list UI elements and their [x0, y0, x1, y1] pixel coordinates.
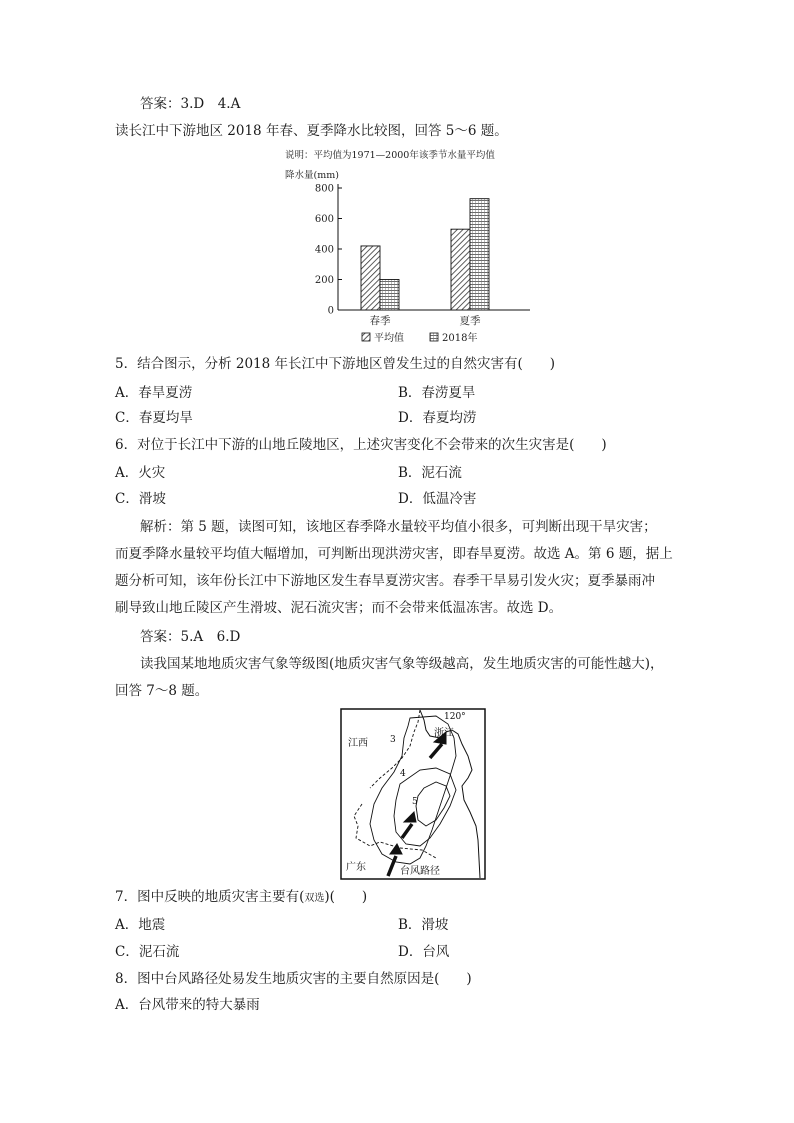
q8-option-a[interactable]: A．台风带来的特大暴雨 [115, 997, 260, 1013]
q5-option-c[interactable]: C．春夏均旱 [115, 410, 193, 426]
bar-春季-2018年 [380, 280, 399, 311]
bar-春季-平均值 [361, 246, 380, 310]
x-tick-label-夏季: 夏季 [459, 315, 481, 327]
q7-tag: 双选 [304, 893, 325, 904]
q7-option-d[interactable]: D．台风 [398, 944, 450, 960]
chart-ylabel: 降水量(mm) [285, 170, 339, 181]
q6-option-c[interactable]: C．滑坡 [115, 491, 166, 507]
label-jiangxi: 江西 [348, 738, 368, 749]
q7-stem: 7．图中反映的地质灾害主要有( [115, 889, 305, 905]
q8-stem: 8．图中台风路径处易发生地质灾害的主要自然原因是( ) [115, 971, 472, 987]
intro-7-8-line-1: 读我国某地地质灾害气象等级图(地质灾害气象等级越高，发生地质灾害的可能性越大)， [140, 656, 664, 672]
label-longitude: 120° [444, 712, 466, 722]
y-tick-label-200: 200 [314, 275, 334, 286]
intro-5-6: 读长江中下游地区 2018 年春、夏季降水比较图，回答 5～6 题。 [115, 123, 508, 139]
answer-3-4: 答案：3.D 4.A [140, 96, 241, 112]
label-zhejiang: 浙江 [434, 728, 454, 739]
analysis-line-3: 题分析可知，该年份长江中下游地区发生春旱夏涝灾害。春季干旱易引发火灾；夏季暴雨冲 [115, 573, 655, 589]
q7-option-a[interactable]: A．地震 [115, 917, 166, 933]
label-level-3: 3 [390, 735, 396, 745]
q5-option-d[interactable]: D．春夏均涝 [398, 410, 477, 426]
q7-option-b[interactable]: B．滑坡 [398, 917, 449, 933]
y-tick-label-800: 800 [314, 183, 334, 195]
label-guangdong: 广东 [346, 862, 366, 873]
label-typhoon-path: 台风路径 [400, 866, 440, 877]
y-tick-label-400: 400 [314, 244, 334, 256]
analysis-line-4: 刷导致山地丘陵区产生滑坡、泥石流灾害；而不会带来低温冻害。故选 D。 [115, 600, 563, 616]
legend-label-平均值: 平均值 [374, 333, 404, 344]
legend-swatch-2018年 [430, 333, 438, 341]
label-level-5: 5 [412, 797, 418, 807]
bar-夏季-平均值 [451, 229, 470, 310]
bar-夏季-2018年 [470, 199, 489, 310]
answer-5-6: 答案：5.A 6.D [140, 629, 241, 645]
geohazard-map [340, 708, 486, 880]
label-level-4: 4 [400, 769, 406, 779]
q7-stem-end: )( ) [324, 889, 368, 905]
q5-option-b[interactable]: B．春涝夏旱 [398, 385, 476, 401]
precipitation-chart [280, 146, 550, 346]
y-tick-label-600: 600 [314, 214, 334, 225]
q5-stem: 5．结合图示，分析 2018 年长江中下游地区曾发生过的自然灾害有( ) [115, 356, 556, 372]
q6-option-b[interactable]: B．泥石流 [398, 465, 462, 481]
analysis-line-1: 解析：第 5 题，读图可知，该地区春季降水量较平均值小很多，可判断出现干旱灾害； [140, 519, 657, 535]
y-tick-label-0: 0 [327, 305, 334, 317]
analysis-line-2: 而夏季降水量较平均值大幅增加，可判断出现洪涝灾害，即春旱夏涝。故选 A。第 6 题，据上 [115, 546, 673, 562]
q6-option-a[interactable]: A．火灾 [115, 465, 166, 481]
chart-title: 说明：平均值为1971—2000年该季节水量平均值 [285, 150, 495, 161]
q6-stem: 6．对位于长江中下游的山地丘陵地区，上述灾害变化不会带来的次生灾害是( ) [115, 437, 607, 453]
q7-option-c[interactable]: C．泥石流 [115, 944, 180, 960]
intro-7-8-line-2: 回答 7～8 题。 [115, 683, 209, 699]
x-tick-label-春季: 春季 [369, 315, 391, 327]
q6-option-d[interactable]: D．低温冷害 [398, 491, 477, 507]
legend-swatch-平均值 [362, 333, 370, 341]
legend-label-2018年: 2018年 [442, 333, 478, 344]
q7-stem-line [115, 888, 367, 908]
q5-option-a[interactable]: A．春旱夏涝 [115, 385, 193, 401]
